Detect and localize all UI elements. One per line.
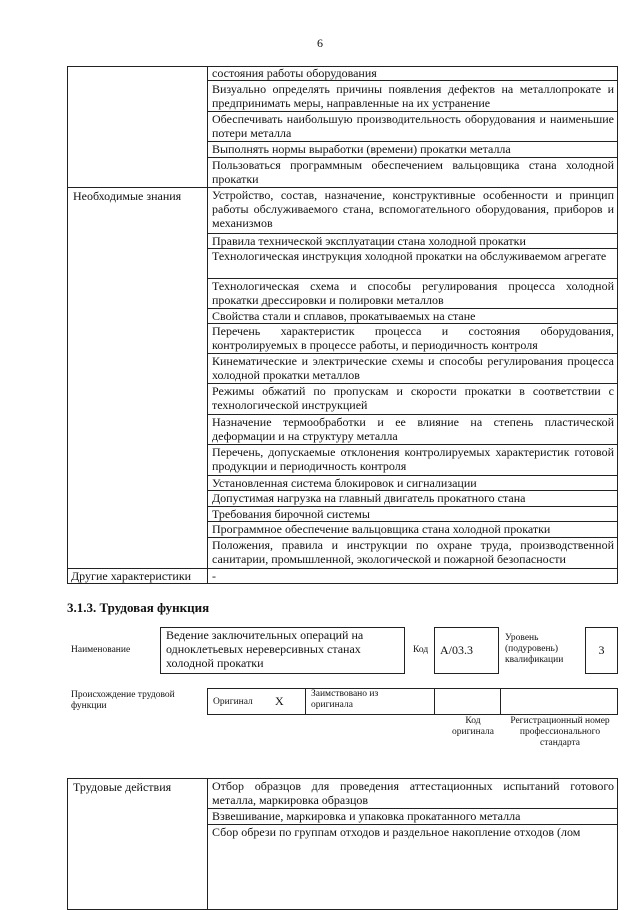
knowledge-item: Свойства стали и сплавов, прокатываемых на стане [212,309,476,323]
knowledge-item: Правила технической эксплуатации стана холодной прокатки [212,234,526,248]
name-label: Наименование [71,645,131,655]
name-value: Ведение заключительных операций на одноклетьевых нереверсивных станах холодной прокатки [166,628,364,670]
knowledge-item: Положения, правила и инструкции по охране труда, производственной санитарии, промышленной, экологической и пожарной безопасности [212,538,614,566]
origin-label: Происхождение трудовой функции [71,690,175,711]
knowledge-item: Устройство, состав, назначение, конструктивные особенности и принцип работы обслуживаемого стана, вспомогательного оборудования, приборов и механизмов [212,188,614,230]
knowledge-item: Требования бирочной системы [212,507,370,521]
original-label: Оригинал [213,697,253,707]
labor-action-item: Сбор обрези по группам отходов и раздельное накопление отходов (лом [212,825,581,839]
labor-action-item: Отбор образцов для проведения аттестационных испытаний готового металла, маркировка образцов [212,779,614,807]
skill-item: Обеспечивать наибольшую производительность оборудования и наименьшие потери металла [212,112,614,140]
qualification-level-value: 3 [598,643,605,657]
code-value: А/03.3 [440,643,473,657]
knowledge-item: Установленная система блокировок и сигнализации [212,476,477,490]
other-characteristics-label: Другие характеристики [71,569,192,583]
labor-actions-label: Трудовые действия [73,780,172,794]
knowledge-item: Перечень характеристик процесса и состояния оборудования, контролируемых в процессе работы, и периодичность контроля [212,324,614,352]
borrowed-label: Заимствовано из оригинала [311,689,379,710]
knowledge-item: Технологическая инструкция холодной прокатки на обслуживаемом агрегате [212,249,607,263]
section-heading: 3.1.3. Трудовая функция [67,600,210,615]
qualification-level-label: Уровень (подуровень) квалификации [505,633,564,665]
code-label: Код [413,645,429,655]
registration-number-caption: Регистрационный номер профессионального стандарта [510,716,610,748]
code-original-caption: Код оригинала [452,716,494,737]
original-mark: Х [275,694,284,708]
knowledge-label: Необходимые знания [73,189,182,203]
knowledge-item: Перечень, допускаемые отклонения контролируемых характеристик готовой продукции и периодичность контроля [212,445,614,473]
skill-item: Визуально определять причины появления дефектов на металлопрокате и предпринимать меры, направленные на их устранение [212,82,614,110]
knowledge-item: Программное обеспечение вальцовщика стана холодной прокатки [212,522,551,536]
skill-item: состояния работы оборудования [212,66,377,80]
knowledge-item: Кинематические и электрические схемы и способы регулирования процесса холодной прокатки металлов [212,354,614,382]
other-characteristics-value: - [212,569,216,583]
knowledge-item: Назначение термообработки и ее влияние на степень пластической деформации и на структуру металла [212,415,614,443]
knowledge-item: Режимы обжатий по пропускам и скорости прокатки в соответствии с технологической инструкцией [212,384,614,412]
skill-item: Выполнять нормы выработки (времени) прокатки металла [212,142,511,156]
page-number: 6 [317,36,323,50]
knowledge-item: Технологическая схема и способы регулирования процесса холодной прокатки дрессировки и полировки металлов [212,279,614,307]
labor-action-item: Взвешивание, маркировка и упаковка прокатанного металла [212,809,521,823]
skill-item: Пользоваться программным обеспечением вальцовщика стана холодной прокатки [212,158,614,186]
knowledge-item: Допустимая нагрузка на главный двигатель прокатного стана [212,491,526,505]
